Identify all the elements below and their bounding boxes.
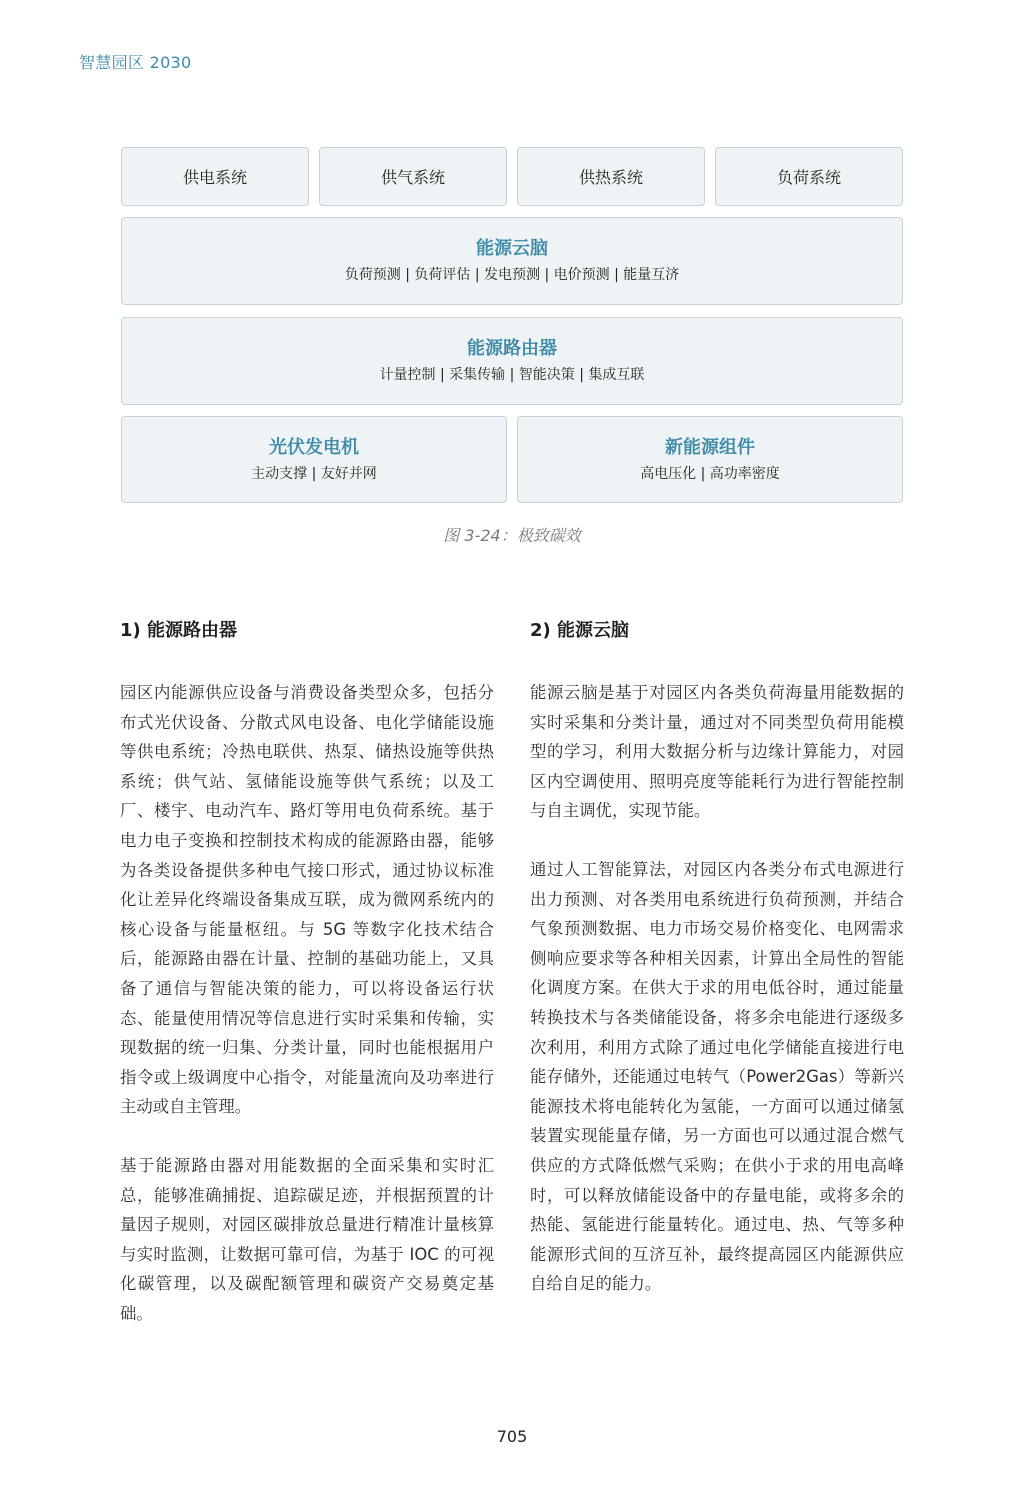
heat-supply-system-box: 供热系统	[517, 147, 705, 206]
section-energy-cloud-brain	[530, 618, 904, 1299]
new-energy-component-box	[517, 416, 903, 503]
energy-router-box	[121, 317, 903, 405]
section-heading: 2) 能源云脑	[530, 620, 630, 641]
pv-generator-box	[121, 416, 507, 503]
body-paragraph: 园区内能源供应设备与消费设备类型众多，包括分布式光伏设备、分散式风电设备、电化学储能设施等供电系统；冷热电联供、热泵、储热设施等供热系统；供气站、氢储能设施等供气系统；以及工厂、楼宇、电动汽车、路灯等用电负荷系统。基于电力电子变换和控制技术构成的能源路由器，能够为各类设备提供多种电气接口形式，通过协议标准化让差异化终端设备集成互联，成为微网系统内的核心设备与能量枢纽。与 5G 等数字化技术结合后，能源路由器在计量、控制的基础功能上，又具备了通信与智能决策的能力，可以将设备运行状态、能量使用情况等信息进行实时采集和传输，实现数据的统一归集、分类计量，同时也能根据用户指令或上级调度中心指令，对能量流向及功率进行主动或自主管理。	[120, 683, 494, 1117]
energy-cloud-brain-title: 能源云脑	[476, 238, 548, 259]
new-energy-component-features: 高电压化 | 高功率密度	[640, 466, 780, 482]
running-header: 智慧园区 2030	[79, 53, 192, 72]
energy-router-title: 能源路由器	[467, 338, 557, 359]
energy-router-features: 计量控制 | 采集传输 | 智能决策 | 集成互联	[379, 367, 645, 383]
load-system-box: 负荷系统	[715, 147, 903, 206]
gas-supply-system-box: 供气系统	[319, 147, 507, 206]
section-heading: 1) 能源路由器	[120, 620, 238, 641]
pv-generator-features: 主动支撑 | 友好并网	[251, 466, 377, 482]
energy-architecture-diagram	[121, 147, 903, 503]
section-energy-router	[120, 618, 494, 1328]
new-energy-component-title: 新能源组件	[665, 437, 755, 458]
body-paragraph: 通过人工智能算法，对园区内各类分布式电源进行出力预测、对各类用电系统进行负荷预测，并结合气象预测数据、电力市场交易价格变化、电网需求侧响应要求等各种相关因素，计算出全局性的智能化调度方案。在供大于求的用电低谷时，通过能量转换技术与各类储能设备，将多余电能进行逐级多次利用，利用方式除了通过电化学储能直接进行电能存储外，还能通过电转气（Power2Gas）等新兴能源技术将电能转化为氢能，一方面可以通过储氢装置实现能量存储，另一方面也可以通过混合燃气供应的方式降低燃气采购；在供小于求的用电高峰时，可以释放储能设备中的存量电能，或将多余的热能、氢能进行能量转化。通过电、热、气等多种能源形式间的互济互补，最终提高园区内能源供应自给自足的能力。	[530, 859, 904, 1294]
pv-generator-title: 光伏发电机	[269, 437, 359, 458]
body-paragraph: 基于能源路由器对用能数据的全面采集和实时汇总，能够准确捕捉、追踪碳足迹，并根据预置的计量因子规则，对园区碳排放总量进行精准计量核算与实时监测，让数据可靠可信，为基于 IOC 的可视化碳管理，以及碳配额管理和碳资产交易奠定基础。	[120, 1155, 494, 1323]
page-number: 705	[496, 1427, 528, 1446]
body-paragraph: 能源云脑是基于对园区内各类负荷海量用能数据的实时采集和分类计量，通过对不同类型负荷用能模型的学习，利用大数据分析与边缘计算能力，对园区内空调使用、照明亮度等能耗行为进行智能控制与自主调优，实现节能。	[530, 683, 904, 821]
energy-cloud-brain-box	[121, 217, 903, 305]
power-supply-system-box: 供电系统	[121, 147, 309, 206]
figure-caption: 图 3-24：极致碳效	[443, 526, 581, 545]
energy-cloud-brain-features: 负荷预测 | 负荷评估 | 发电预测 | 电价预测 | 能量互济	[344, 267, 680, 283]
